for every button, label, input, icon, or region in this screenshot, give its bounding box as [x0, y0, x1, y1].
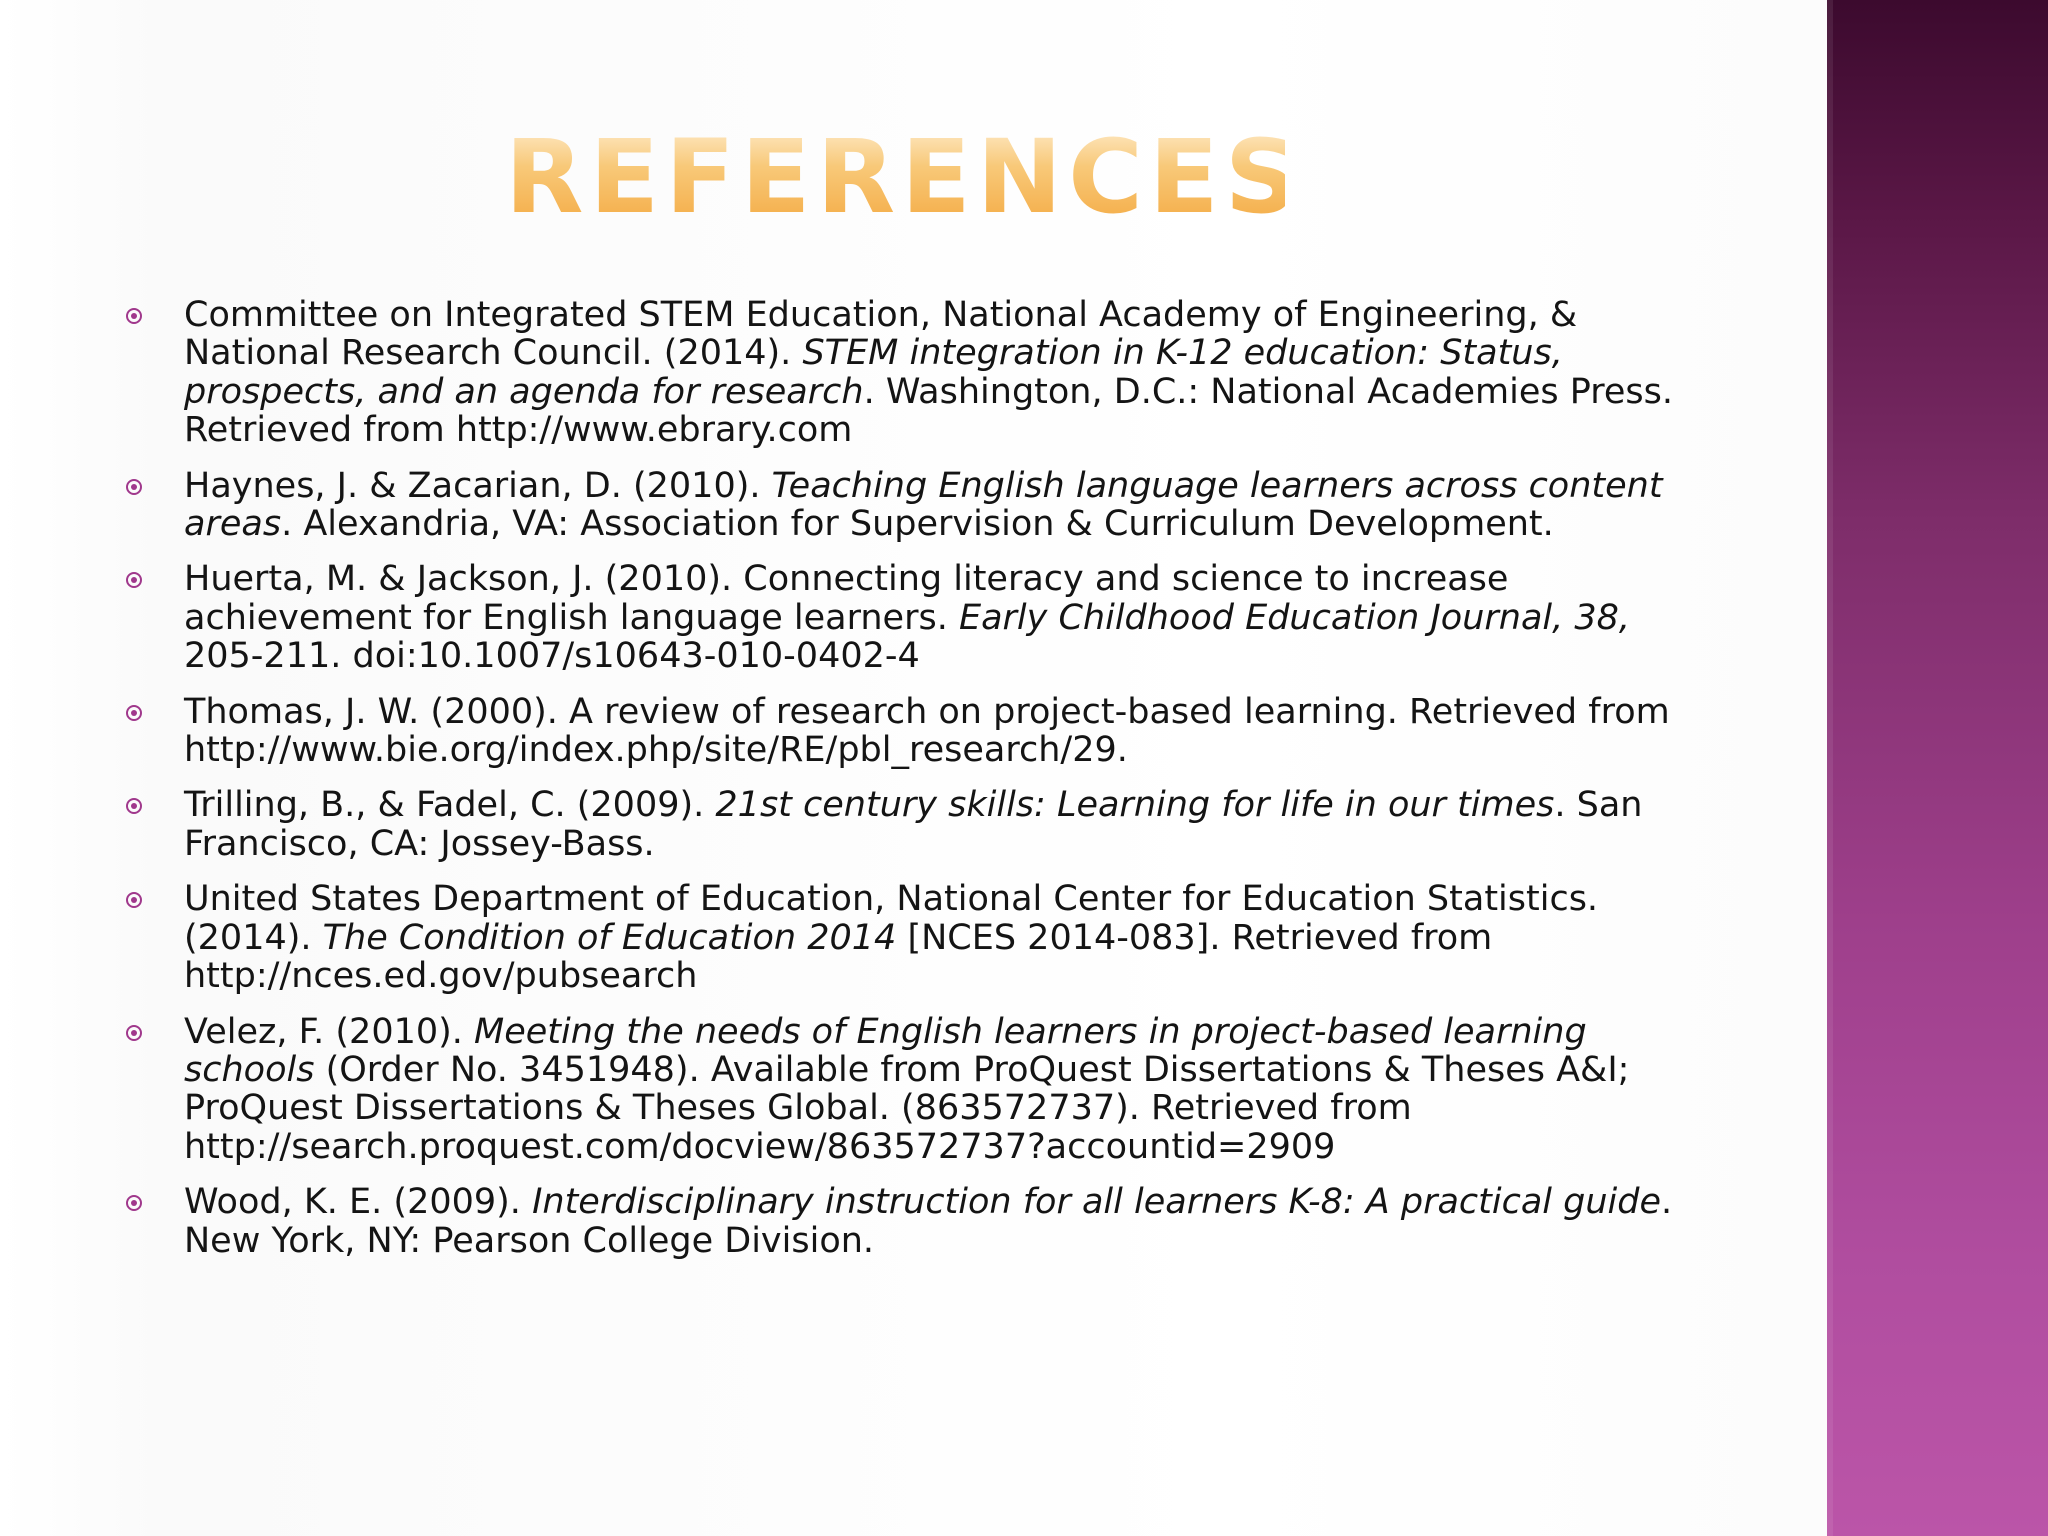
circled-dot-icon [126, 1195, 142, 1211]
reference-item: Velez, F. (2010). Meeting the needs of English learners in project-based learning schools (Order No. 3451948). Available from ProQuest Dissertations & Theses A&I; ProQuest Dissertations & Theses Global. (863572737). Retrieved from http://search.proquest.com/docview/863572737?accountid=2909 [118, 1013, 1708, 1167]
decorative-side-band [1827, 0, 2048, 1536]
reference-item: Thomas, J. W. (2000). A review of research on project-based learning. Retrieved from http://www.bie.org/index.php/site/RE/pbl_research/29. [118, 693, 1708, 770]
circled-dot-icon [126, 308, 142, 324]
reference-item: Trilling, B., & Fadel, C. (2009). 21st century skills: Learning for life in our times. San Francisco, CA: Jossey-Bass. [118, 786, 1708, 863]
reference-item: Wood, K. E. (2009). Interdisciplinary instruction for all learners K-8: A practical guide. New York, NY: Pearson College Division. [118, 1183, 1708, 1260]
reference-list [118, 296, 1708, 1277]
slide-title: REFERENCES [505, 118, 1305, 237]
circled-dot-icon [126, 572, 142, 588]
reference-item: United States Department of Education, National Center for Education Statistics. (2014). The Condition of Education 2014 [NCES 2014-083]. Retrieved from http://nces.ed.gov/pubsearch [118, 880, 1708, 995]
circled-dot-icon [126, 798, 142, 814]
circled-dot-icon [126, 892, 142, 908]
circled-dot-icon [126, 479, 142, 495]
reference-item: Haynes, J. & Zacarian, D. (2010). Teaching English language learners across content areas. Alexandria, VA: Association for Supervision & Curriculum Development. [118, 467, 1708, 544]
reference-item: Committee on Integrated STEM Education, National Academy of Engineering, & National Research Council. (2014). STEM integration in K-12 education: Status, prospects, and an agenda for research. Washington, D.C.: National Academies Press. Retrieved from http://www.ebrary.com [118, 296, 1708, 450]
circled-dot-icon [126, 1025, 142, 1041]
circled-dot-icon [126, 705, 142, 721]
reference-item: Huerta, M. & Jackson, J. (2010). Connecting literacy and science to increase achievement for English language learners. Early Childhood Education Journal, 38, 205-211. doi:10.1007/s10643-010-0402-4 [118, 560, 1708, 675]
